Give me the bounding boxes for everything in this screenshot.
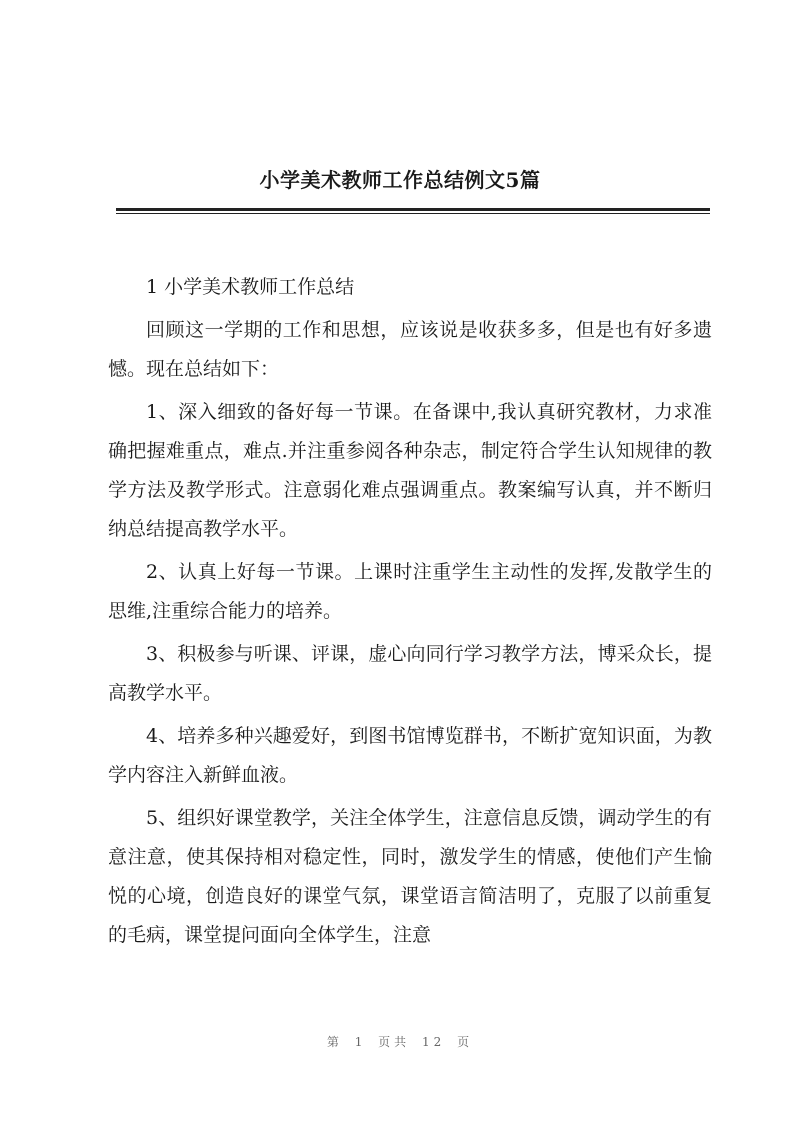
page-footer: [0, 1033, 800, 1050]
footer-suffix: 页: [457, 1035, 474, 1049]
title-divider-thin: [116, 213, 710, 214]
footer-prefix: 第: [326, 1035, 343, 1049]
paragraph-item-5: 5、组织好课堂教学，关注全体学生，注意信息反馈，调动学生的有意注意，使其保持相对稳定性，同时，激发学生的情感，使他们产生愉悦的心境，创造良好的课堂气氛，课堂语言简洁明了，克服了以前重复的毛病，课堂提问面向全体学生，注意: [108, 807, 712, 946]
document-body: [108, 268, 712, 959]
paragraph-item-1: 1、深入细致的备好每一节课。在备课中,我认真研究教材，力求准确把握难重点，难点.并注重参阅各种杂志，制定符合学生认知规律的教学方法及教学形式。注意弱化难点强调重点。教案编写认真，并不断归纳总结提高教学水平。: [108, 401, 712, 540]
paragraph-item-3: 3、积极参与听课、评课，虚心向同行学习教学方法，博采众长，提高教学水平。: [108, 643, 712, 704]
paragraph-item-4: 4、培养多种兴趣爱好，到图书馆博览群书，不断扩宽知识面，为教学内容注入新鲜血液。: [108, 725, 712, 786]
footer-total-pages: 12: [422, 1035, 446, 1049]
paragraph-item-2: 2、认真上好每一节课。上课时注重学生主动性的发挥,发散学生的思维,注重综合能力的培养。: [108, 561, 712, 622]
footer-current-page: 1: [354, 1035, 367, 1049]
paragraph-intro: 回顾这一学期的工作和思想，应该说是收获多多，但是也有好多遗憾。现在总结如下：: [108, 319, 712, 380]
footer-middle: 页共: [378, 1035, 411, 1049]
document-title: 小学美术教师工作总结例文5篇: [259, 168, 541, 192]
section-heading: 1 小学美术教师工作总结: [146, 276, 355, 298]
title-divider-thick: [116, 208, 710, 211]
